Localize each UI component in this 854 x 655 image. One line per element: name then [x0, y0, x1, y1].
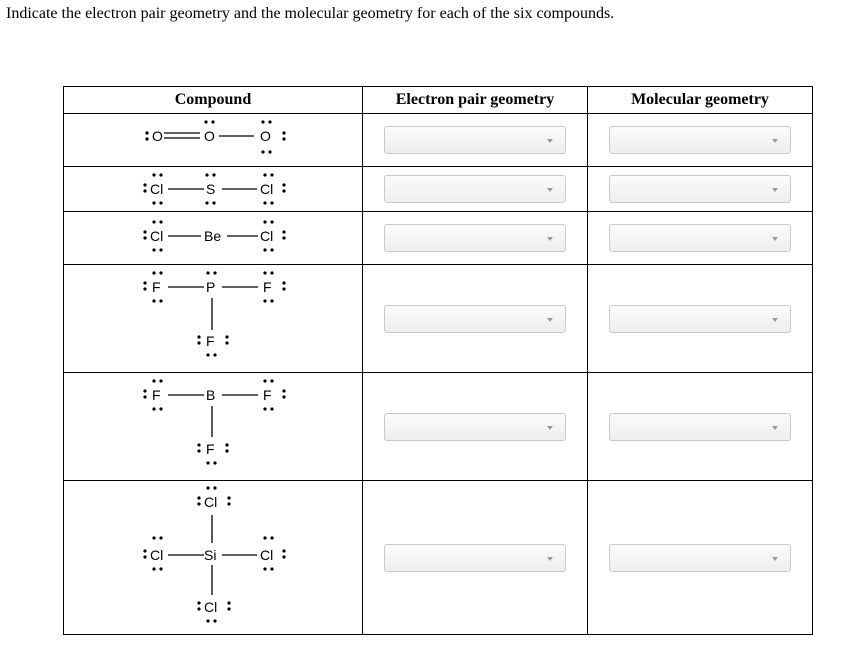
electron-pair-geometry-dropdown[interactable]	[384, 175, 566, 203]
molecular-geometry-dropdown[interactable]	[609, 544, 791, 572]
lewis-structure-sicl4	[64, 481, 363, 634]
electron-pair-cell	[363, 373, 588, 481]
molecular-geometry-cell	[588, 167, 813, 212]
electron-pair-cell	[363, 212, 588, 265]
atom-f: F	[152, 387, 161, 403]
compound-row-bf3	[64, 373, 813, 481]
lewis-structure-bf3	[64, 373, 363, 480]
atom-o: O	[260, 128, 271, 144]
compound-row-scl2	[64, 167, 813, 212]
atom-f: F	[152, 279, 161, 295]
molecular-geometry-dropdown[interactable]	[609, 175, 791, 203]
molecular-geometry-cell	[588, 373, 813, 481]
molecular-geometry-dropdown[interactable]	[609, 305, 791, 333]
electron-pair-geometry-dropdown[interactable]	[384, 544, 566, 572]
atom-si: Si	[204, 547, 217, 563]
structure-cell	[64, 481, 363, 635]
electron-pair-cell	[363, 265, 588, 373]
atom-b: B	[206, 387, 216, 403]
compound-row-becl2	[64, 212, 813, 265]
structure-cell	[64, 212, 363, 265]
atom-cl: Cl	[260, 228, 274, 244]
atom-cl: Cl	[150, 181, 164, 197]
atom-cl: Cl	[260, 181, 274, 197]
compound-row-o3	[64, 114, 813, 167]
molecular-geometry-cell	[588, 265, 813, 373]
atom-f: F	[263, 387, 272, 403]
atom-cl: Cl	[150, 547, 164, 563]
molecular-geometry-dropdown[interactable]	[609, 126, 791, 154]
lewis-structure-becl2	[64, 212, 363, 264]
atom-f: F	[206, 333, 215, 349]
chevron-down-icon	[772, 557, 778, 561]
chevron-down-icon	[772, 237, 778, 241]
chevron-down-icon	[772, 139, 778, 143]
chevron-down-icon	[547, 139, 553, 143]
atom-cl: Cl	[204, 494, 218, 510]
atom-s: S	[206, 181, 216, 197]
chevron-down-icon	[772, 318, 778, 322]
electron-pair-geometry-dropdown[interactable]	[384, 224, 566, 252]
electron-pair-cell	[363, 167, 588, 212]
atom-o: O	[152, 128, 163, 144]
molecular-geometry-cell	[588, 481, 813, 635]
chevron-down-icon	[772, 188, 778, 192]
atom-p: P	[206, 279, 216, 295]
atom-cl: Cl	[260, 547, 274, 563]
header-molecular-geometry: Molecular geometry	[588, 87, 813, 114]
geometry-table	[63, 86, 813, 635]
electron-pair-cell	[363, 481, 588, 635]
chevron-down-icon	[772, 426, 778, 430]
structure-cell	[64, 167, 363, 212]
atom-cl: Cl	[204, 599, 218, 615]
atom-cl: Cl	[150, 228, 164, 244]
lewis-structure-o3	[64, 114, 363, 166]
header-row	[64, 87, 813, 114]
molecular-geometry-cell	[588, 114, 813, 167]
atom-f: F	[206, 441, 215, 457]
compound-row-pf3	[64, 265, 813, 373]
lewis-structure-scl2	[64, 167, 363, 211]
header-electron-pair-geometry: Electron pair geometry	[363, 87, 588, 114]
structure-cell	[64, 265, 363, 373]
chevron-down-icon	[547, 237, 553, 241]
molecular-geometry-cell	[588, 212, 813, 265]
structure-cell	[64, 114, 363, 167]
electron-pair-cell	[363, 114, 588, 167]
molecular-geometry-dropdown[interactable]	[609, 413, 791, 441]
structure-cell	[64, 373, 363, 481]
question-prompt: Indicate the electron pair geometry and the molecular geometry for each of the six compounds.	[6, 5, 615, 22]
chevron-down-icon	[547, 318, 553, 322]
electron-pair-geometry-dropdown[interactable]	[384, 126, 566, 154]
chevron-down-icon	[547, 557, 553, 561]
compound-row-sicl4	[64, 481, 813, 635]
electron-pair-geometry-dropdown[interactable]	[384, 413, 566, 441]
atom-o: O	[204, 128, 215, 144]
molecular-geometry-dropdown[interactable]	[609, 224, 791, 252]
chevron-down-icon	[547, 426, 553, 430]
atom-f: F	[263, 279, 272, 295]
atom-be: Be	[204, 228, 222, 244]
chevron-down-icon	[547, 188, 553, 192]
lewis-structure-pf3	[64, 265, 363, 372]
electron-pair-geometry-dropdown[interactable]	[384, 305, 566, 333]
header-compound: Compound	[64, 87, 363, 114]
